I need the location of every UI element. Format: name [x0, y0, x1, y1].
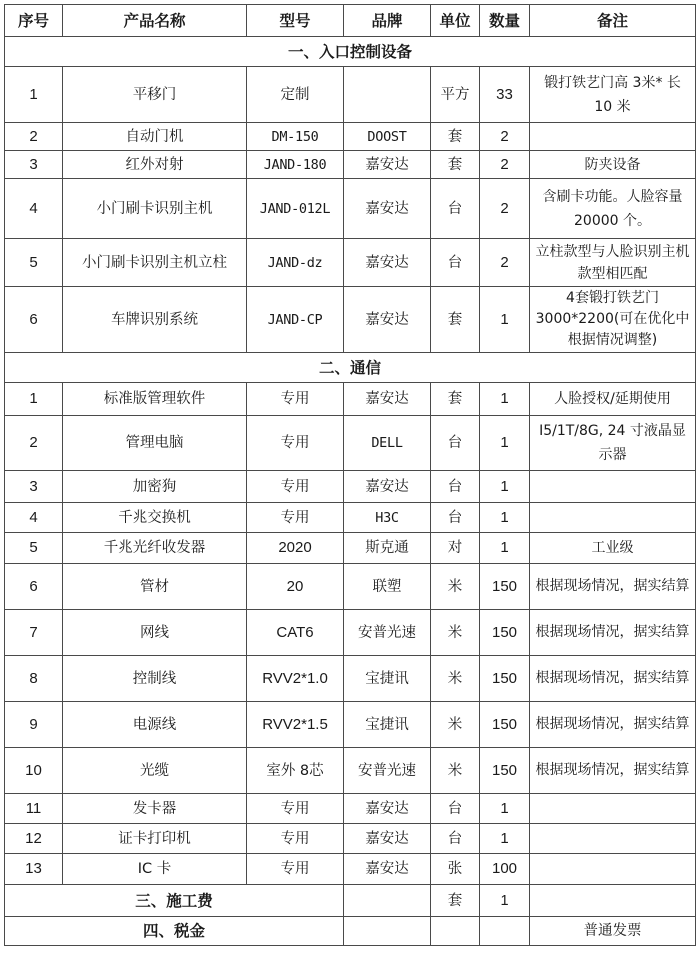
cell-model: 专用: [247, 383, 344, 416]
cell-note: 根据现场情况，据实结算: [530, 656, 696, 702]
table-row: [5, 533, 696, 564]
cell-seq: 10: [5, 748, 63, 794]
cell-name: 小门刷卡识别主机: [63, 179, 247, 239]
cell-unit: 台: [431, 179, 480, 239]
cell-model: 专用: [247, 794, 344, 824]
table-row: [5, 656, 696, 702]
cell-unit: [431, 917, 480, 946]
cell-qty: 1: [480, 533, 530, 564]
cell-note: 防夹设备: [530, 151, 696, 179]
cell-qty: 150: [480, 748, 530, 794]
cell-brand: [344, 885, 431, 917]
cell-unit: 台: [431, 503, 480, 533]
cell-seq: 3: [5, 471, 63, 503]
cell-model: JAND-dz: [247, 239, 344, 287]
cell-model: JAND-012L: [247, 179, 344, 239]
cell-brand: 嘉安达: [344, 854, 431, 885]
cell-note: 根据现场情况，据实结算: [530, 564, 696, 610]
cell-brand: 宝捷讯: [344, 656, 431, 702]
cell-note: 立柱款型与人脸识别主机款型相匹配: [530, 239, 696, 287]
cell-qty: 33: [480, 67, 530, 123]
table-row: [5, 151, 696, 179]
cell-qty: 2: [480, 123, 530, 151]
cell-brand: 宝捷讯: [344, 702, 431, 748]
quotation-table: [4, 4, 696, 946]
cell-unit: 套: [431, 885, 480, 917]
cell-note: [530, 123, 696, 151]
cell-qty: 1: [480, 287, 530, 353]
cell-seq: 1: [5, 383, 63, 416]
cell-qty: 2: [480, 151, 530, 179]
cell-unit: 米: [431, 610, 480, 656]
cell-unit: 张: [431, 854, 480, 885]
cell-model: 室外 8芯: [247, 748, 344, 794]
section-title: 四、税金: [5, 917, 344, 946]
table-row: [5, 471, 696, 503]
header-model: 型号: [247, 5, 344, 37]
table-row: [5, 383, 696, 416]
table-row: [5, 287, 696, 353]
cell-name: 千兆交换机: [63, 503, 247, 533]
cell-qty: [480, 917, 530, 946]
cell-note: 含刷卡功能。人脸容量 20000 个。: [530, 179, 696, 239]
cell-model: JAND-CP: [247, 287, 344, 353]
cell-brand: 嘉安达: [344, 239, 431, 287]
cell-note: [530, 885, 696, 917]
cell-name: 证卡打印机: [63, 824, 247, 854]
cell-unit: 套: [431, 383, 480, 416]
cell-brand: 嘉安达: [344, 151, 431, 179]
cell-qty: 2: [480, 239, 530, 287]
cell-model: 专用: [247, 471, 344, 503]
cell-name: 管材: [63, 564, 247, 610]
cell-note: 工业级: [530, 533, 696, 564]
section-row: [5, 917, 696, 946]
table-row: [5, 564, 696, 610]
cell-seq: 9: [5, 702, 63, 748]
header-note: 备注: [530, 5, 696, 37]
cell-qty: 1: [480, 503, 530, 533]
table-row: [5, 123, 696, 151]
cell-brand: 联塑: [344, 564, 431, 610]
cell-note: [530, 794, 696, 824]
table-row: [5, 610, 696, 656]
section-title: 二、通信: [5, 353, 696, 383]
table-row: [5, 416, 696, 471]
cell-note: [530, 471, 696, 503]
table-row: [5, 503, 696, 533]
cell-brand: 安普光速: [344, 610, 431, 656]
cell-model: 专用: [247, 854, 344, 885]
cell-unit: 台: [431, 416, 480, 471]
cell-qty: 1: [480, 471, 530, 503]
cell-brand: 嘉安达: [344, 287, 431, 353]
cell-name: 加密狗: [63, 471, 247, 503]
cell-seq: 2: [5, 416, 63, 471]
cell-brand: [344, 67, 431, 123]
cell-unit: 米: [431, 702, 480, 748]
cell-model: 2020: [247, 533, 344, 564]
cell-seq: 7: [5, 610, 63, 656]
cell-note: [530, 854, 696, 885]
cell-model: 专用: [247, 416, 344, 471]
cell-name: 车牌识别系统: [63, 287, 247, 353]
cell-brand: 嘉安达: [344, 383, 431, 416]
cell-name: 标准版管理软件: [63, 383, 247, 416]
cell-seq: 6: [5, 564, 63, 610]
cell-unit: 套: [431, 151, 480, 179]
section-row: [5, 885, 696, 917]
cell-seq: 4: [5, 503, 63, 533]
cell-brand: 嘉安达: [344, 794, 431, 824]
cell-brand: 嘉安达: [344, 471, 431, 503]
cell-seq: 11: [5, 794, 63, 824]
cell-unit: 米: [431, 656, 480, 702]
cell-model: DM-150: [247, 123, 344, 151]
cell-unit: 台: [431, 239, 480, 287]
cell-brand: 斯克通: [344, 533, 431, 564]
cell-note: I5/1T/8G, 24 寸液晶显示器: [530, 416, 696, 471]
cell-unit: 台: [431, 824, 480, 854]
cell-qty: 150: [480, 610, 530, 656]
table-row: [5, 179, 696, 239]
cell-name: 红外对射: [63, 151, 247, 179]
cell-qty: 2: [480, 179, 530, 239]
cell-unit: 套: [431, 287, 480, 353]
cell-seq: 3: [5, 151, 63, 179]
section-row: [5, 37, 696, 67]
section-row: [5, 353, 696, 383]
table-row: [5, 748, 696, 794]
table-row: [5, 702, 696, 748]
cell-qty: 150: [480, 702, 530, 748]
table-row: [5, 794, 696, 824]
header-brand: 品牌: [344, 5, 431, 37]
cell-note: [530, 824, 696, 854]
cell-name: IC 卡: [63, 854, 247, 885]
header-row: [5, 5, 696, 37]
cell-model: CAT6: [247, 610, 344, 656]
cell-seq: 2: [5, 123, 63, 151]
cell-qty: 1: [480, 383, 530, 416]
cell-model: 定制: [247, 67, 344, 123]
header-name: 产品名称: [63, 5, 247, 37]
cell-name: 小门刷卡识别主机立柱: [63, 239, 247, 287]
cell-note: 人脸授权/延期使用: [530, 383, 696, 416]
table-row: [5, 824, 696, 854]
cell-seq: 5: [5, 239, 63, 287]
cell-brand: 嘉安达: [344, 179, 431, 239]
cell-qty: 150: [480, 564, 530, 610]
cell-name: 电源线: [63, 702, 247, 748]
cell-note: 普通发票: [530, 917, 696, 946]
cell-brand: [344, 917, 431, 946]
section-title: 三、施工费: [5, 885, 344, 917]
cell-qty: 100: [480, 854, 530, 885]
cell-name: 网线: [63, 610, 247, 656]
cell-name: 管理电脑: [63, 416, 247, 471]
section-title: 一、入口控制设备: [5, 37, 696, 67]
cell-model: 专用: [247, 824, 344, 854]
cell-qty: 1: [480, 885, 530, 917]
cell-brand: 嘉安达: [344, 824, 431, 854]
cell-note: 根据现场情况，据实结算: [530, 748, 696, 794]
header-unit: 单位: [431, 5, 480, 37]
cell-unit: 米: [431, 748, 480, 794]
cell-unit: 米: [431, 564, 480, 610]
cell-seq: 6: [5, 287, 63, 353]
cell-qty: 1: [480, 416, 530, 471]
cell-seq: 1: [5, 67, 63, 123]
cell-seq: 12: [5, 824, 63, 854]
cell-name: 控制线: [63, 656, 247, 702]
cell-name: 发卡器: [63, 794, 247, 824]
cell-note: 根据现场情况，据实结算: [530, 610, 696, 656]
cell-note: 锻打铁艺门高 3米* 长 10 米: [530, 67, 696, 123]
cell-unit: 对: [431, 533, 480, 564]
cell-seq: 5: [5, 533, 63, 564]
cell-model: RVV2*1.0: [247, 656, 344, 702]
cell-note: 4套锻打铁艺门 3000*2200(可在优化中根据情况调整): [530, 287, 696, 353]
table-row: [5, 239, 696, 287]
cell-note: [530, 503, 696, 533]
cell-unit: 平方: [431, 67, 480, 123]
cell-model: 20: [247, 564, 344, 610]
cell-brand: DELL: [344, 416, 431, 471]
cell-unit: 台: [431, 794, 480, 824]
cell-seq: 8: [5, 656, 63, 702]
header-qty: 数量: [480, 5, 530, 37]
cell-unit: 台: [431, 471, 480, 503]
cell-note: 根据现场情况，据实结算: [530, 702, 696, 748]
cell-qty: 1: [480, 824, 530, 854]
cell-name: 光缆: [63, 748, 247, 794]
cell-name: 平移门: [63, 67, 247, 123]
header-seq: 序号: [5, 5, 63, 37]
cell-brand: 安普光速: [344, 748, 431, 794]
table-row: [5, 67, 696, 123]
cell-model: JAND-180: [247, 151, 344, 179]
cell-unit: 套: [431, 123, 480, 151]
cell-seq: 4: [5, 179, 63, 239]
cell-brand: H3C: [344, 503, 431, 533]
cell-model: 专用: [247, 503, 344, 533]
cell-name: 千兆光纤收发器: [63, 533, 247, 564]
table-row: [5, 854, 696, 885]
cell-name: 自动门机: [63, 123, 247, 151]
cell-qty: 1: [480, 794, 530, 824]
cell-model: RVV2*1.5: [247, 702, 344, 748]
cell-brand: DOOST: [344, 123, 431, 151]
cell-seq: 13: [5, 854, 63, 885]
cell-qty: 150: [480, 656, 530, 702]
